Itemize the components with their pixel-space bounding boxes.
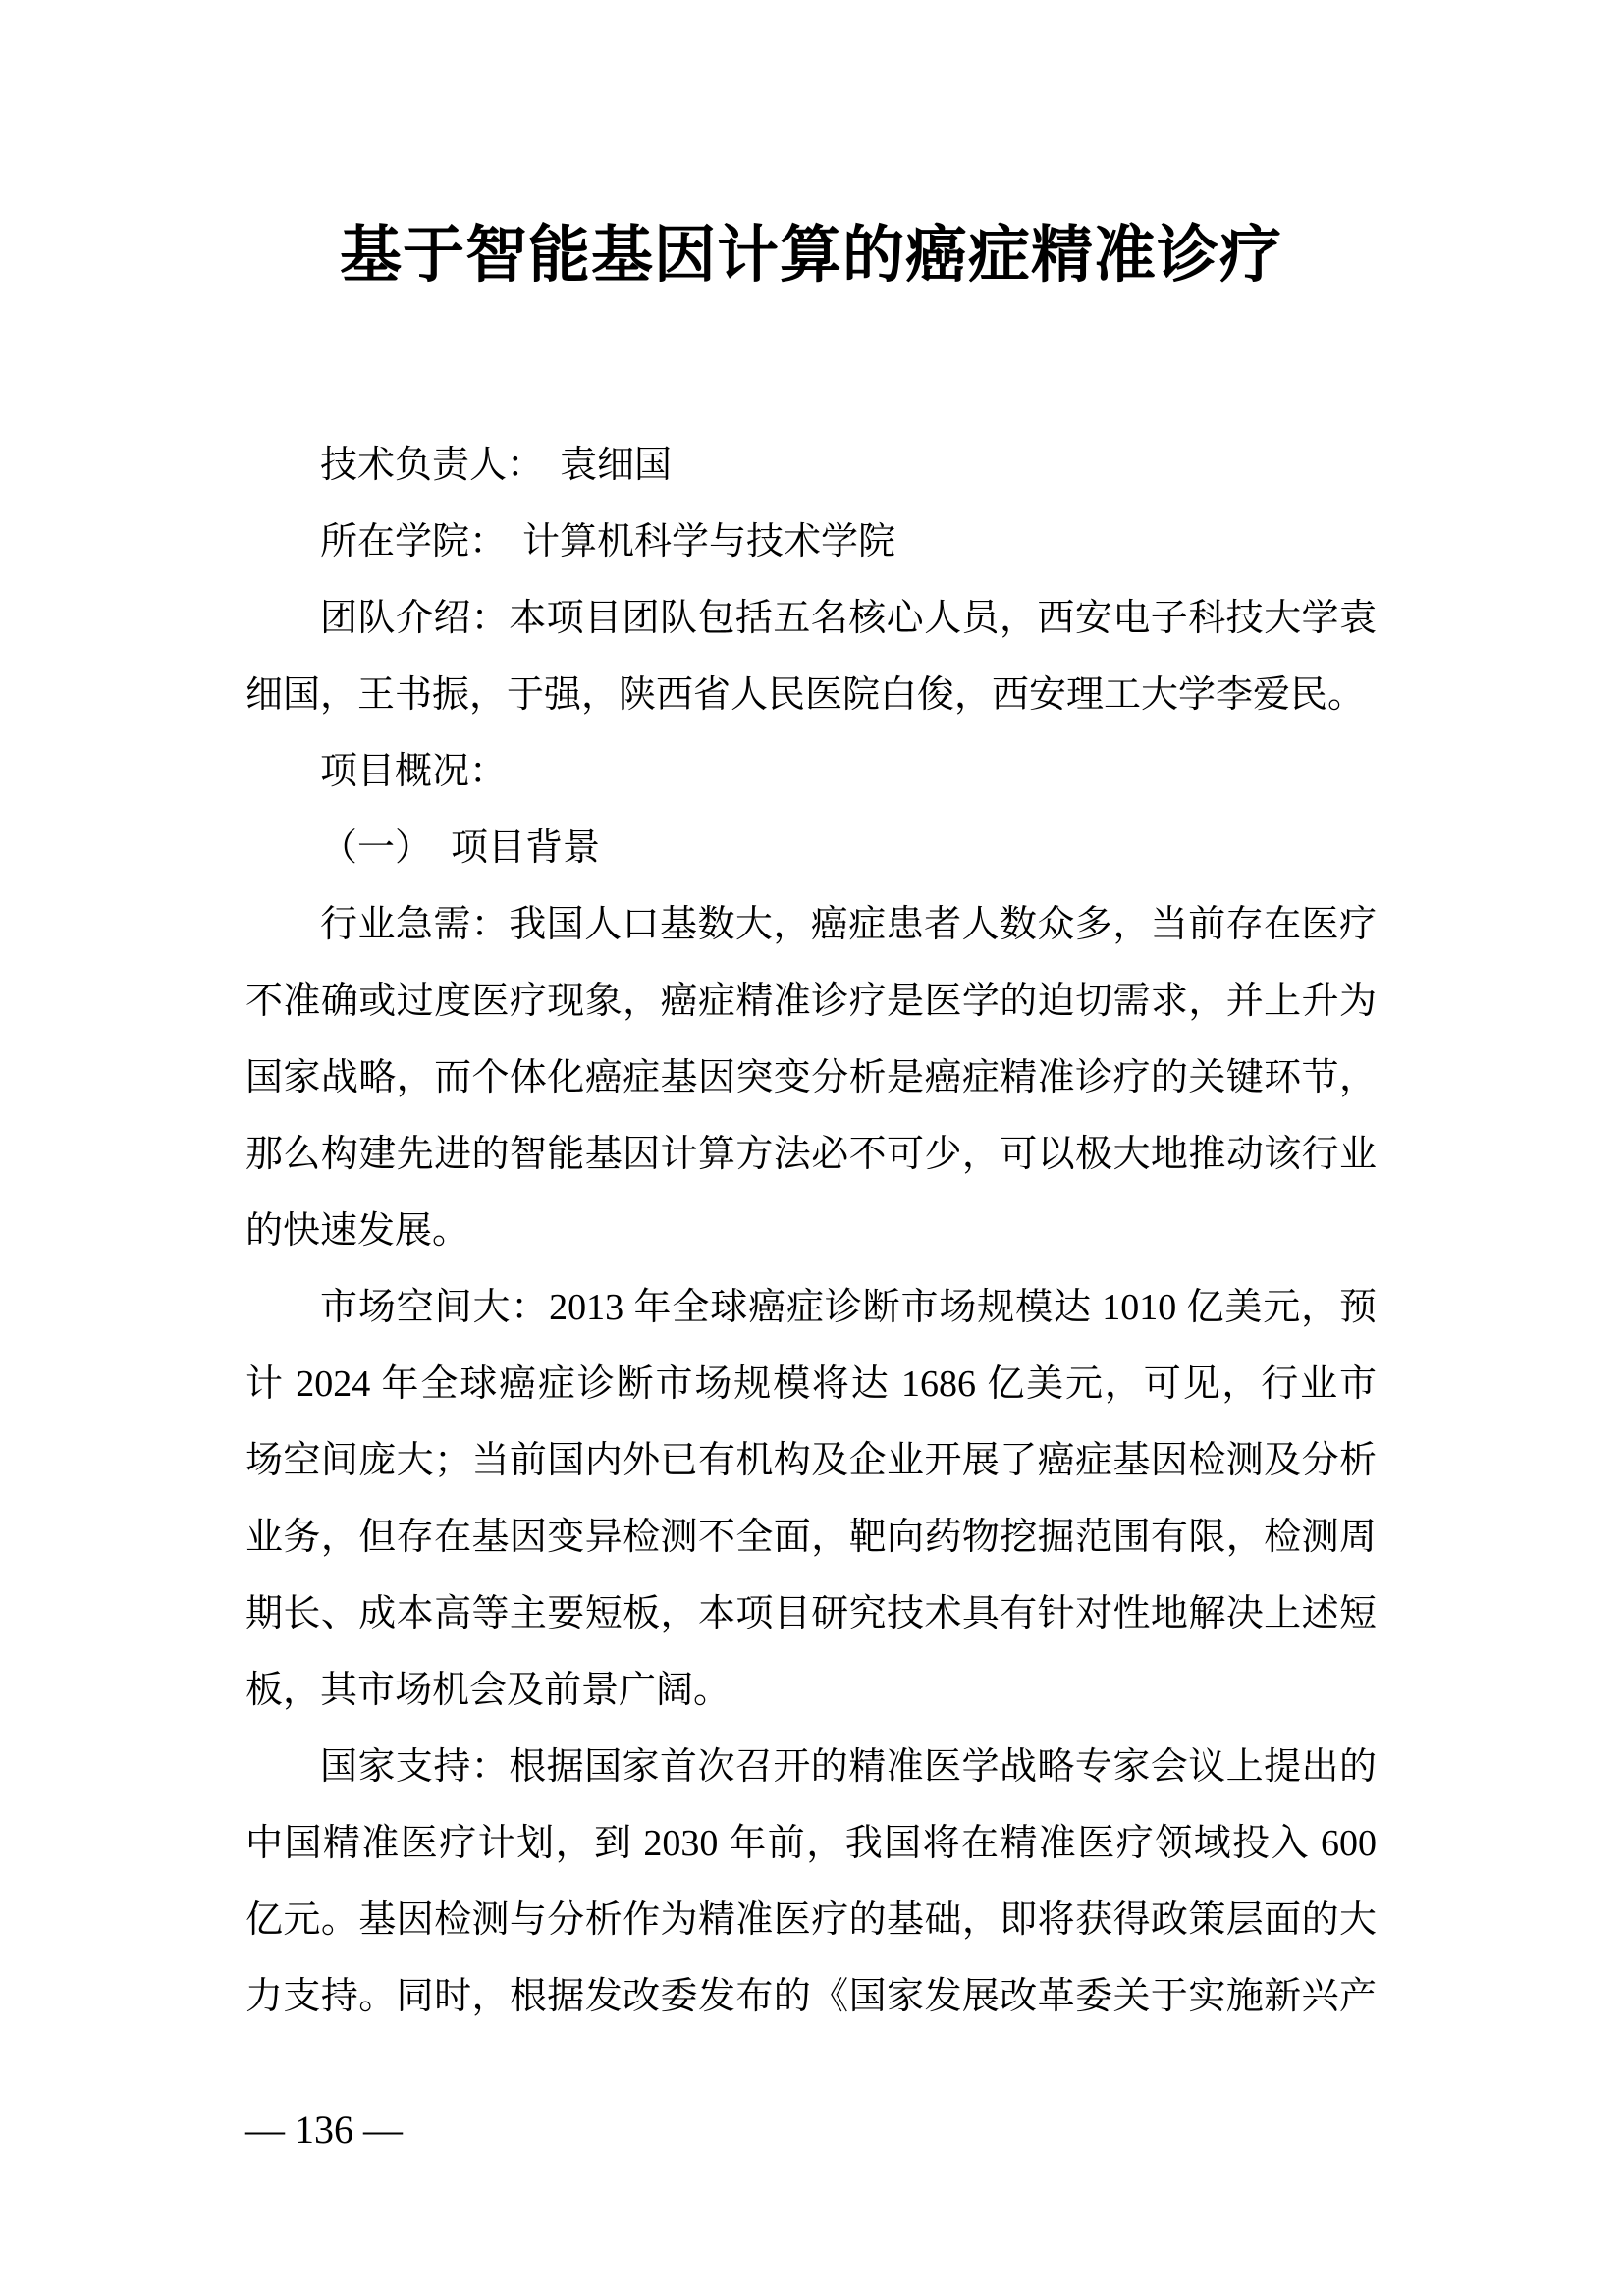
body-line: 国家战略，而个体化癌症基因突变分析是癌症精准诊疗的关键环节， [245, 1057, 1377, 1098]
body-line: 国家支持：根据国家首次召开的精准医学战略专家会议上提出的 [320, 1746, 1377, 1788]
body-line: 期长、成本高等主要短板，本项目研究技术具有针对性地解决上述短 [245, 1593, 1377, 1634]
body-line: 项目概况： [320, 751, 508, 792]
field-tech-leader-label: 技术负责人： [320, 445, 545, 486]
body-line: 业务，但存在基因变异检测不全面，靶向药物挖掘范围有限，检测周 [245, 1517, 1377, 1558]
body-line: 计 2024 年全球癌症诊断市场规模将达 1686 亿美元，可见，行业市 [245, 1363, 1377, 1405]
body-line: 细国，王书振，于强，陕西省人民医院白俊，西安理工大学李爱民。 [245, 674, 1366, 716]
document-body [245, 427, 1377, 2035]
body-line: 中国精准医疗计划，到 2030 年前，我国将在精准医疗领域投入 600 [245, 1823, 1377, 1864]
body-line: 亿元。基因检测与分析作为精准医疗的基础，即将获得政策层面的大 [245, 1899, 1377, 1941]
page-number: — 136 — [245, 2108, 403, 2152]
body-line: 的快速发展。 [245, 1210, 470, 1252]
body-line: 行业急需：我国人口基数大，癌症患者人数众多，当前存在医疗 [320, 904, 1377, 945]
body-line: 场空间庞大；当前国内外已有机构及企业开展了癌症基因检测及分析 [245, 1440, 1377, 1481]
field-tech-leader [245, 427, 1377, 504]
body-line: 那么构建先进的智能基因计算方法必不可少，可以极大地推动该行业 [245, 1134, 1377, 1175]
body-line: 团队介绍：本项目团队包括五名核心人员，西安电子科技大学袁 [320, 598, 1377, 639]
field-school-value: 计算机科学与技术学院 [522, 521, 896, 562]
body-line: 不准确或过度医疗现象，癌症精准诊疗是医学的迫切需求，并上升为 [245, 981, 1377, 1022]
body-line: 力支持。同时，根据发改委发布的《国家发展改革委关于实施新兴产 [245, 1976, 1377, 2017]
field-tech-leader-value: 袁细国 [560, 445, 673, 486]
field-school [245, 504, 1377, 580]
document-title: 基于智能基因计算的癌症精准诊疗 [340, 221, 1282, 290]
body-line: 市场空间大：2013 年全球癌症诊断市场规模达 1010 亿美元，预 [320, 1287, 1377, 1328]
body-line: 板，其市场机会及前景广阔。 [245, 1670, 731, 1711]
section-heading: （一） 项目背景 [320, 828, 601, 869]
field-school-label: 所在学院： [320, 521, 508, 562]
